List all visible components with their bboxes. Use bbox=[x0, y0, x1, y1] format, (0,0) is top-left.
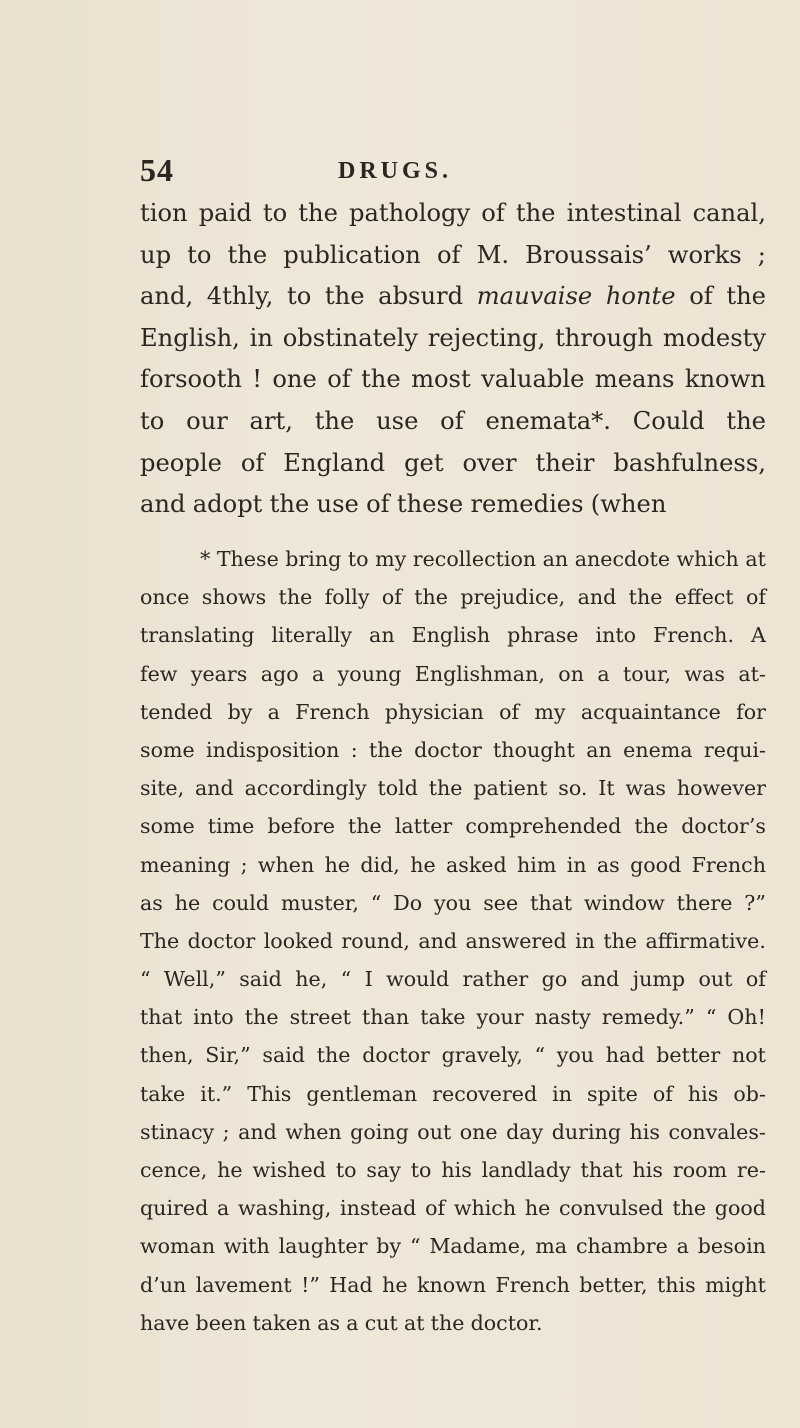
footnote-line: quired a washing, instead of which he convulsed the good bbox=[140, 1196, 766, 1221]
main-text-line: forsooth ! one of the most valuable means known bbox=[140, 365, 766, 394]
footnote-line: few years ago a young Englishman, on a tour, was at- bbox=[140, 661, 766, 686]
footnote-line: take it.” This gentleman recovered in spite of his ob- bbox=[140, 1081, 766, 1106]
footnote-line: some time before the latter comprehended the doctor’s bbox=[140, 814, 766, 839]
footnote-line: d’un lavement !” Had he known French better, this might bbox=[140, 1272, 766, 1297]
running-head: DRUGS. bbox=[338, 158, 453, 184]
main-text-line: to our art, the use of enemata*. Could the bbox=[140, 406, 766, 435]
main-text-line: English, in obstinately rejecting, through modesty bbox=[140, 323, 766, 352]
footnote-line: site, and accordingly told the patient so. It was however bbox=[140, 776, 766, 801]
footnote-block bbox=[140, 540, 766, 1342]
footnote-line: woman with laughter by “ Madame, ma chambre a besoin bbox=[140, 1234, 766, 1259]
footnote-line: as he could muster, “ Do you see that window there ?” bbox=[140, 890, 766, 915]
footnote-line: then, Sir,” said the doctor gravely, “ you had better not bbox=[140, 1043, 766, 1068]
footnote-line: some indisposition : the doctor thought an enema requi- bbox=[140, 737, 766, 762]
main-text-line: and, 4thly, to the absurd mauvaise honte of the bbox=[140, 282, 766, 311]
page-number: 54 bbox=[140, 152, 174, 188]
footnote-line: meaning ; when he did, he asked him in as good French bbox=[140, 852, 766, 877]
main-text-line: people of England get over their bashfulness, bbox=[140, 448, 766, 477]
footnote-line: that into the street than take your nasty remedy.” “ Oh! bbox=[140, 1005, 766, 1030]
footnote-line: translating literally an English phrase into French. A bbox=[140, 623, 766, 648]
main-text-block bbox=[140, 193, 766, 526]
footnote-line: * These bring to my recollection an anecdote which at bbox=[200, 547, 766, 571]
footnote-line: stinacy ; and when going out one day during his convales- bbox=[140, 1119, 766, 1144]
main-text-line: and adopt the use of these remedies (when bbox=[140, 490, 667, 519]
main-text-line: up to the publication of M. Broussais’ works ; bbox=[140, 240, 766, 269]
footnote-line: “ Well,” said he, “ I would rather go and jump out of bbox=[140, 967, 766, 992]
footnote-line: have been taken as a cut at the doctor. bbox=[140, 1310, 543, 1335]
footnote-line: cence, he wished to say to his landlady that his room re- bbox=[140, 1158, 766, 1182]
footnote-line: The doctor looked round, and answered in the affirmative. bbox=[140, 928, 766, 953]
main-text-line: tion paid to the pathology of the intestinal canal, bbox=[140, 199, 766, 227]
footnote-line: tended by a French physician of my acquaintance for bbox=[140, 699, 766, 724]
footnote-line: once shows the folly of the prejudice, and the effect of bbox=[140, 585, 766, 610]
